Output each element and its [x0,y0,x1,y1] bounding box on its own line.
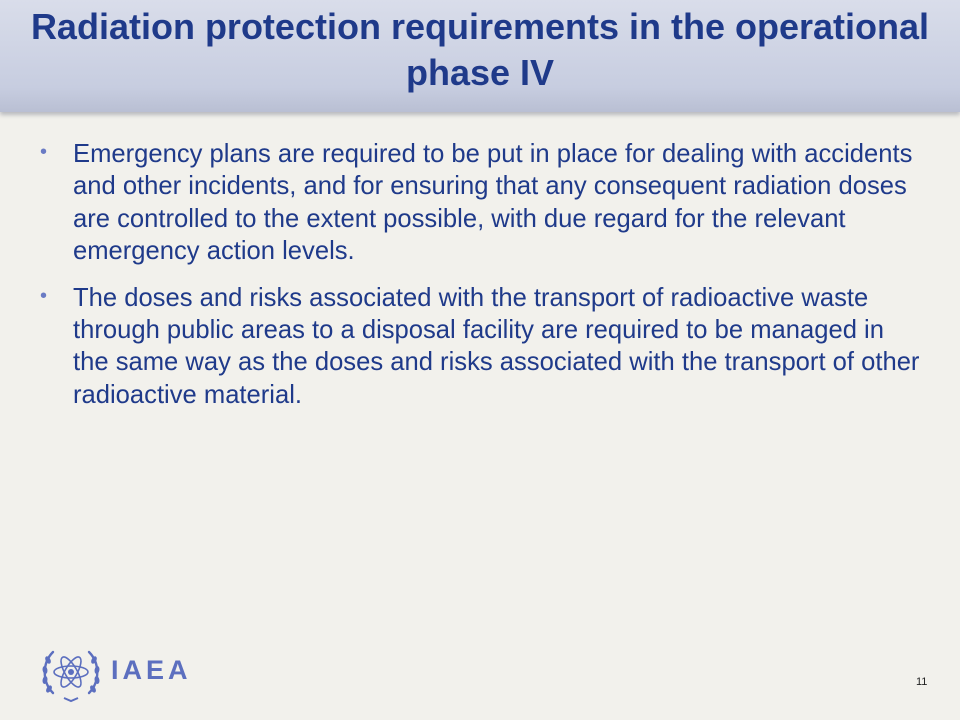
bullet-text: The doses and risks associated with the transport of radioactive waste through public areas to a disposal facility are required to be managed in the same way as the doses and risks associated with the transport of other radioactive material. [73,283,920,409]
title-band [0,0,960,112]
iaea-logo-text: IAEA [111,655,192,685]
bullet-list [40,138,920,425]
bullet-text: Emergency plans are required to be put in place for dealing with accidents and other incidents, and for ensuring that any consequent radiation doses are controlled to the extent possible, with due regard for the relevant emergency action levels. [73,140,913,266]
bullet-item [40,282,920,412]
page-number: 11 [916,676,928,688]
slide-title: Radiation protection requirements in the operational phase IV [30,6,930,93]
bullet-icon: • [40,284,48,307]
bullet-icon: • [40,141,48,163]
bullet-item [40,138,920,268]
iaea-emblem-icon [38,640,104,706]
